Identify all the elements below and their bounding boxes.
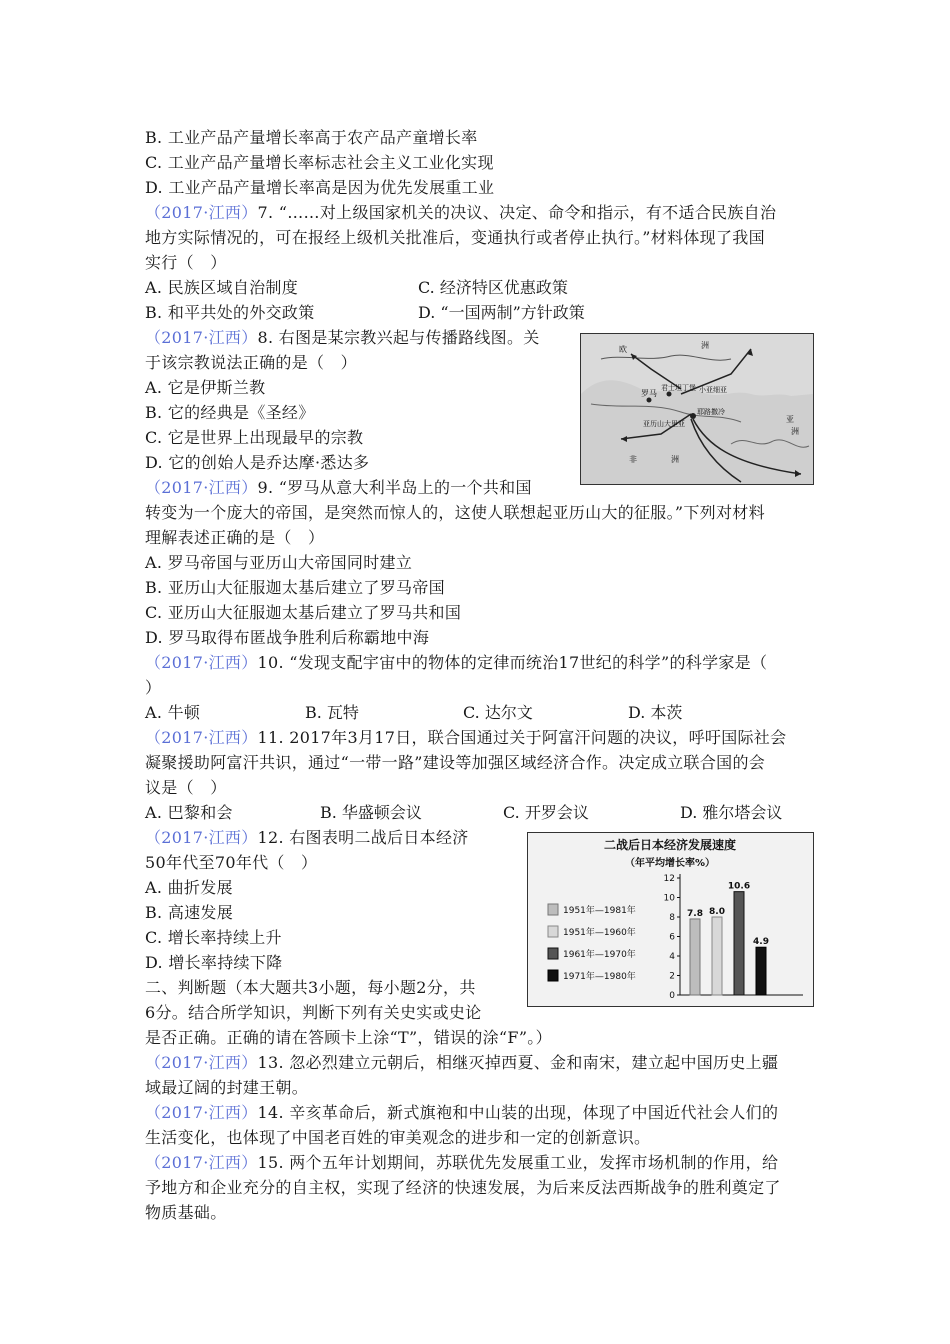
q11-option-b: B. 华盛顿会议 bbox=[320, 803, 422, 822]
q9-source: （2017·江西） bbox=[145, 478, 258, 497]
bar-value-label-1: 8.0 bbox=[709, 907, 725, 917]
q10-option-a: A. 牛顿 bbox=[145, 703, 201, 722]
q7-stem-line1: （2017·江西）7. “……对上级国家机关的决议、决定、命令和指示，有不适合民族自治 bbox=[145, 203, 777, 222]
map-label-asia-minor: 小亚细亚 bbox=[699, 386, 727, 394]
q9-stem-line2: 转变为一个庞大的帝国，是突然而惊人的，这使人联想起亚历山大的征服。”下列对材料 bbox=[145, 503, 765, 522]
legend-label-1: 1951年—1960年 bbox=[563, 928, 636, 938]
chart-title: 二战后日本经济发展速度 bbox=[603, 838, 737, 852]
bar-2 bbox=[734, 892, 744, 995]
map-label-zhou: 洲 bbox=[701, 341, 709, 350]
map-label-constantinople: 君士坦丁堡 bbox=[661, 384, 696, 392]
q14-stem-line2: 生活变化，也体现了中国老百姓的审美观念的进步和一定的创新意识。 bbox=[145, 1128, 651, 1147]
chart-axis bbox=[664, 874, 803, 1001]
q7-stem-line2: 地方实际情况的，可在报经上级机关批准后，变通执行或者停止执行。”材料体现了我国 bbox=[145, 228, 765, 247]
bar-chart-svg bbox=[528, 833, 813, 1006]
q9-stem-line3: 理解表述正确的是（ ） bbox=[145, 528, 325, 547]
section2-line3: 是否正确。正确的请在答顾卡上涂“T”，错误的涂“F”。） bbox=[145, 1028, 552, 1047]
q11-stem-line2: 凝聚援助阿富汗共识，通过“一带一路”建设等加强区域经济合作。决定成立联合国的会 bbox=[145, 753, 766, 772]
japan-economy-chart bbox=[527, 832, 814, 1007]
bar-value-label-0: 7.8 bbox=[687, 908, 703, 919]
q14-stem-line1: （2017·江西）14. 辛亥革命后，新式旗袍和中山装的出现，体现了中国近代社会人们的 bbox=[145, 1103, 779, 1122]
q9-option-d: D. 罗马取得布匿战争胜利后称霸地中海 bbox=[145, 628, 430, 647]
y-tick-label-5: 10 bbox=[663, 893, 675, 904]
map-label-alexandria: 亚历山大里亚 bbox=[643, 420, 685, 428]
y-tick-label-3: 6 bbox=[669, 932, 675, 943]
q12-source: （2017·江西） bbox=[145, 828, 258, 847]
bar-0 bbox=[690, 919, 700, 995]
q15-stem-line1: （2017·江西）15. 两个五年计划期间，苏联优先发展重工业，发挥市场机制的作用，给 bbox=[145, 1153, 779, 1172]
map-label-zhou3: 洲 bbox=[671, 455, 679, 464]
q8-stem-line1: （2017·江西）8. 右图是某宗教兴起与传播路线图。关 bbox=[145, 328, 540, 347]
q11-option-a: A. 巴黎和会 bbox=[145, 803, 233, 822]
legend-swatch-2 bbox=[548, 948, 558, 959]
q15-stem-line3: 物质基础。 bbox=[145, 1203, 227, 1222]
legend-label-0: 1951年—1981年 bbox=[563, 906, 636, 916]
q12-option-a: A. 曲折发展 bbox=[145, 878, 233, 897]
legend-swatch-1 bbox=[548, 926, 558, 937]
q10-stem-line1: （2017·江西）10. “发现支配宇宙中的物体的定律而统治17世纪的科学”的科学家是（ bbox=[145, 653, 768, 672]
q8-option-d: D. 它的创始人是乔达摩·悉达多 bbox=[145, 453, 370, 472]
chart-subtitle: （年平均增长率%） bbox=[624, 858, 716, 869]
q12-option-b: B. 高速发展 bbox=[145, 903, 234, 922]
y-tick-label-4: 8 bbox=[669, 913, 675, 923]
q7-option-b: B. 和平共处的外交政策 bbox=[145, 303, 315, 322]
q8-source: （2017·江西） bbox=[145, 328, 258, 347]
y-tick-label-0: 0 bbox=[669, 991, 675, 1001]
q11-option-d: D. 雅尔塔会议 bbox=[680, 803, 783, 822]
map-label-ou: 欧 bbox=[619, 345, 627, 354]
q15-stem-line2: 予地方和企业充分的自主权，实现了经济的快速发展，为后来反法西斯战争的胜利奠定了 bbox=[145, 1178, 781, 1197]
q14-source: （2017·江西） bbox=[145, 1103, 258, 1122]
bar-3 bbox=[756, 947, 766, 995]
legend-swatch-3 bbox=[548, 970, 558, 981]
legend-label-2: 1961年—1970年 bbox=[563, 950, 636, 960]
bar-value-label-3: 4.9 bbox=[753, 937, 769, 948]
q10-option-c: C. 达尔文 bbox=[463, 703, 533, 722]
q7-option-c: C. 经济特区优惠政策 bbox=[418, 278, 568, 297]
q10-stem-line2: ） bbox=[145, 678, 162, 697]
y-tick-label-1: 2 bbox=[669, 971, 675, 982]
q8-option-b: B. 它的经典是《圣经》 bbox=[145, 403, 315, 422]
q7-stem-line3: 实行（ ） bbox=[145, 253, 227, 272]
legend-swatch-0 bbox=[548, 904, 558, 915]
q13-stem-line1: （2017·江西）13. 忽必烈建立元朝后，相继灭掉西夏、金和南宋，建立起中国历史上疆 bbox=[145, 1053, 779, 1072]
q9-option-c: C. 亚历山大征服迦太基后建立了罗马共和国 bbox=[145, 603, 462, 622]
q6-option-d: D. 工业产品产量增长率高是因为优先发展重工业 bbox=[145, 178, 495, 197]
q10-option-d: D. 本茨 bbox=[628, 703, 683, 722]
q7-source: （2017·江西） bbox=[145, 203, 258, 222]
religion-spread-map bbox=[580, 333, 814, 485]
map-label-jerusalem: 耶路撒冷 bbox=[697, 408, 725, 416]
q8-option-a: A. 它是伊斯兰教 bbox=[145, 378, 266, 397]
q11-stem-line1: （2017·江西）11. 2017年3月17日，联合国通过关于阿富汗问题的决议，呼吁国际社会 bbox=[145, 728, 787, 747]
q8-option-c: C. 它是世界上出现最早的宗教 bbox=[145, 428, 364, 447]
q15-source: （2017·江西） bbox=[145, 1153, 258, 1172]
q6-option-c: C. 工业产品产量增长率标志社会主义工业化实现 bbox=[145, 153, 494, 172]
q7-option-a: A. 民族区域自治制度 bbox=[145, 278, 299, 297]
y-tick-label-2: 4 bbox=[669, 952, 675, 962]
q11-option-c: C. 开罗会议 bbox=[503, 803, 589, 822]
section2-line2: 6分。结合所学知识，判断下列有关史实或史论 bbox=[145, 1003, 482, 1022]
legend-label-3: 1971年—1980年 bbox=[563, 972, 636, 982]
q9-option-b: B. 亚历山大征服迦太基后建立了罗马帝国 bbox=[145, 578, 445, 597]
q11-stem-line3: 议是（ ） bbox=[145, 778, 227, 797]
section2-line1: 二、判断题（本大题共3小题，每小题2分，共 bbox=[145, 978, 476, 997]
chart-legend bbox=[548, 904, 636, 982]
map-label-rome: 罗马 bbox=[641, 389, 657, 398]
bar-1 bbox=[712, 917, 722, 995]
q8-stem-line2: 于该宗教说法正确的是（ ） bbox=[145, 353, 357, 372]
map-label-zhou2: 洲 bbox=[791, 427, 799, 436]
q12-stem-line2: 50年代至70年代（ ） bbox=[145, 853, 318, 872]
q7-option-d: D. “一国两制”方针政策 bbox=[418, 303, 585, 322]
q12-option-d: D. 增长率持续下降 bbox=[145, 953, 283, 972]
q9-stem-line1: （2017·江西）9. “罗马从意大利半岛上的一个共和国 bbox=[145, 478, 532, 497]
q6-option-b: B. 工业产品产量增长率高于农产品产童增长率 bbox=[145, 128, 478, 147]
q11-source: （2017·江西） bbox=[145, 728, 258, 747]
chart-bars bbox=[687, 882, 769, 995]
bar-value-label-2: 10.6 bbox=[727, 881, 751, 892]
q12-stem-line1: （2017·江西）12. 右图表明二战后日本经济 bbox=[145, 828, 469, 847]
q10-source: （2017·江西） bbox=[145, 653, 258, 672]
q12-option-c: C. 增长率持续上升 bbox=[145, 928, 282, 947]
map-label-ya: 亚 bbox=[786, 415, 794, 424]
q13-stem-line2: 域最辽阔的封建王朝。 bbox=[145, 1078, 309, 1097]
y-tick-label-6: 12 bbox=[663, 874, 675, 884]
q10-option-b: B. 瓦特 bbox=[305, 703, 359, 722]
map-label-fei: 非 bbox=[629, 455, 637, 464]
q9-option-a: A. 罗马帝国与亚历山大帝国同时建立 bbox=[145, 553, 413, 572]
q13-source: （2017·江西） bbox=[145, 1053, 258, 1072]
